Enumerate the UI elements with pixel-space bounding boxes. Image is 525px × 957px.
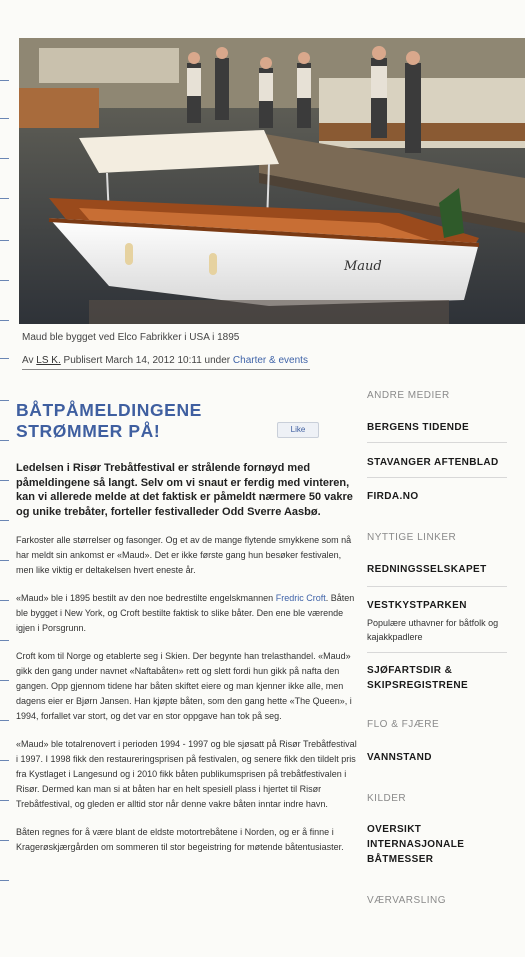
sidebar-link-vestkystparken[interactable]: VESTKYSTPARKEN <box>367 600 467 611</box>
article-paragraph-5: Båten regnes for å være blant de eldste motortrebåtene i Norden, og er å finne i Kragerøskjærgården om sommeren til stor begeistring for møtende båtentusiaster. <box>16 827 344 852</box>
title-line-2: STRØMMER PÅ! <box>16 421 161 441</box>
paragraph-2-text: «Maud» ble i 1895 bestilt av den noe bedrestilte engelskmannen <box>16 593 274 603</box>
article-title <box>16 400 256 442</box>
title-line-1: BÅTPÅMELDINGENE <box>16 400 202 420</box>
sidebar-divider <box>367 586 507 587</box>
sjofartsdir-line-2: SKIPSREGISTRENE <box>367 680 469 691</box>
sidebar-heading-vaervarsling: VÆRVARSLING <box>367 895 447 906</box>
boat-name: Maud <box>344 259 382 274</box>
category-link[interactable]: Charter & events <box>232 355 308 366</box>
publish-info: Publisert March 14, 2012 10:11 under <box>63 355 231 366</box>
sidebar-link-stavanger-aftenblad[interactable]: STAVANGER AFTENBLAD <box>367 457 499 468</box>
sidebar-heading-flo-fjaere: FLO & FJÆRE <box>367 719 440 730</box>
fredric-croft-link[interactable]: Fredric Croft <box>275 593 326 603</box>
oversikt-line-2: INTERNASJONALE <box>367 839 465 850</box>
byline-prefix: Av <box>22 355 34 366</box>
article-body <box>16 461 358 868</box>
article-lead: Ledelsen i Risør Trebåtfestival er strålende fornøyd med påmeldingene så langt. Selv om vi snaut er ferdig med vinteren, kan vi allerede melde at det faktisk er påmeldt nærmere 50 vakre og unike trebåter, forteller festivalleder Odd Sverre Aasbø. <box>16 462 353 518</box>
oversikt-line-1: OVERSIKT <box>367 824 422 835</box>
byline <box>22 355 308 366</box>
sidebar-heading-andre-medier: ANDRE MEDIER <box>367 390 450 401</box>
photo-caption: Maud ble bygget ved Elco Fabrikker i USA i 1895 <box>22 332 240 343</box>
article-paragraph-3: Croft kom til Norge og etablerte seg i Skien. Der begynte han trelasthandel. «Maud» gikk den gang under navnet «Naftabåten» rett og slett fordi hun gikk på nafta den gangen. Opp gjennom tidene har båten skiftet eiere og man kjenner ikke alle, men dagens eier er Bjørn Jansen. Han kjøpte båten, som den gang hette «The Queen», i 1994, forfallet var stort, og det var en stor oppgave han tok på seg. <box>16 651 352 721</box>
sidebar-link-oversikt-batmesser[interactable] <box>367 822 507 867</box>
sidebar-heading-kilder: KILDER <box>367 793 407 804</box>
article-photo <box>19 38 525 324</box>
oversikt-line-3: BÅTMESSER <box>367 854 434 865</box>
article-paragraph-4: «Maud» ble totalrenovert i perioden 1994 - 1997 og ble sjøsatt på Risør Trebåtfestival i 1997. I 1998 fikk den restaureringsprisen på festivalen, og senere fikk den tildelt pris fra Kystlaget i Langesund og i 2010 fikk båten publikumsprisen på trebåtfestivalen i Risør. Dermed kan man si at båten har en helt spesiell plass i hjertet til Risør Trebåtfestival, og gleden er alltid stor når denne vakre båten inntar indre havn. <box>16 739 357 809</box>
sidebar-link-sjofartsdir[interactable] <box>367 663 507 693</box>
sidebar-link-firda[interactable]: FIRDA.NO <box>367 491 419 502</box>
like-button[interactable]: Like <box>277 422 319 438</box>
sidebar-link-redningsselskapet[interactable]: REDNINGSSELSKAPET <box>367 564 487 575</box>
author-link[interactable]: LS K. <box>36 355 61 366</box>
byline-underline <box>22 369 310 370</box>
sidebar-divider <box>367 477 507 478</box>
sidebar-link-bergens-tidende[interactable]: BERGENS TIDENDE <box>367 422 470 433</box>
article-paragraph-1: Farkoster alle størrelser og fasonger. Og et av de mange flytende smykkene som nå har meldt sin ankomst er «Maud». Det er ikke første gang hun besøker festivalen, men like viktig er deltakelsen hvert eneste år. <box>16 535 352 575</box>
sidebar-divider <box>367 652 507 653</box>
sjofartsdir-line-1: SJØFARTSDIR & <box>367 665 453 676</box>
vestkystparken-description: Populære uthavner for båtfolk og kajakkpadlere <box>367 618 499 642</box>
sidebar-heading-nyttige-linker: NYTTIGE LINKER <box>367 532 457 543</box>
article-paragraph-2 <box>16 591 358 636</box>
sidebar-divider <box>367 442 507 443</box>
sidebar-link-vannstand[interactable]: VANNSTAND <box>367 752 432 763</box>
paragraph-2-text-end: . Båten ble bygget i New York, og Croft bestilte faktisk to slike båter. Den ene ble værende igjen i Porsgrunn. <box>16 593 355 633</box>
page-edge-marks <box>0 40 10 920</box>
boat-photo-illustration <box>19 38 525 324</box>
